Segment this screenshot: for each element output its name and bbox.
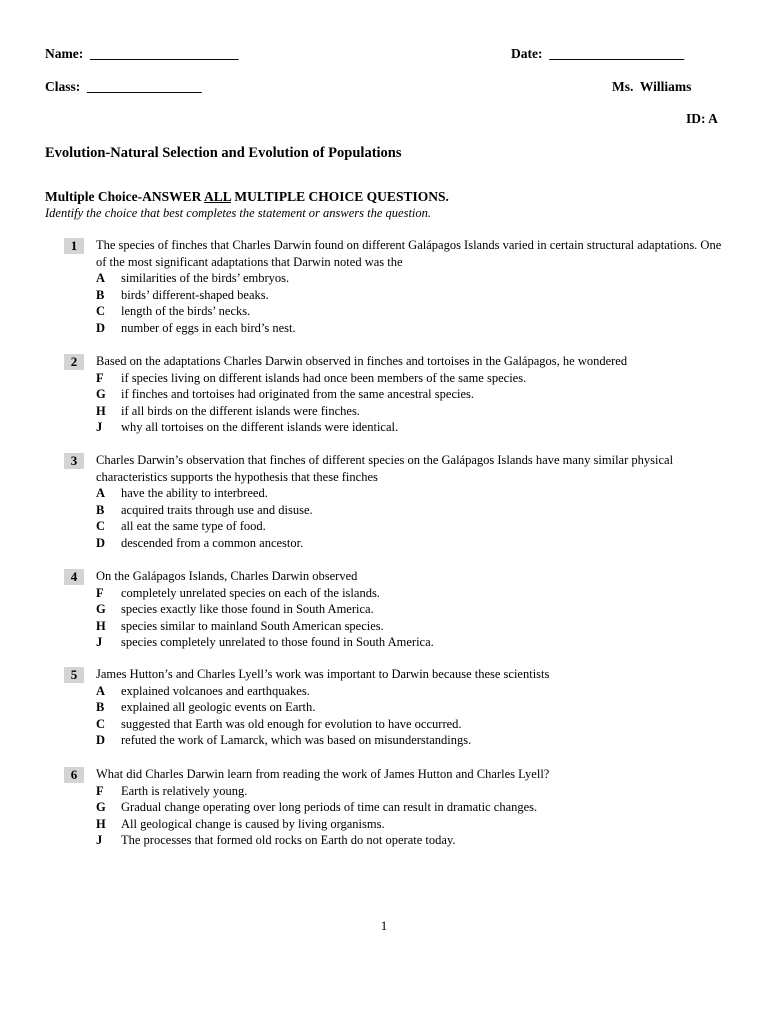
answer-choices: [96, 683, 724, 749]
question-3: [64, 452, 724, 551]
section-instructions: Identify the choice that best completes the statement or answers the question.: [45, 206, 432, 220]
answer-choice[interactable]: [96, 535, 724, 552]
answer-choice[interactable]: [96, 601, 724, 618]
answer-choice[interactable]: [96, 320, 724, 337]
question-6: [64, 766, 724, 849]
section-heading-underlined: ALL: [204, 189, 232, 204]
answer-choice[interactable]: [96, 485, 724, 502]
choice-text: if finches and tortoises had originated from the same ancestral species.: [121, 387, 475, 401]
choice-text: species similar to mainland South American species.: [121, 618, 384, 633]
answer-choices: [96, 585, 724, 651]
answer-choice[interactable]: [96, 287, 724, 304]
choice-letter: A: [96, 271, 106, 285]
answer-choice[interactable]: [96, 303, 724, 320]
class-field: [45, 79, 202, 95]
answer-choice[interactable]: [96, 370, 724, 387]
choice-text: birds’ different-shaped beaks.: [121, 287, 269, 302]
choice-text: refuted the work of Lamarck, which was based on misunderstandings.: [121, 733, 472, 747]
choice-text: length of the birds’ necks.: [121, 304, 251, 318]
answer-choice[interactable]: [96, 832, 724, 849]
class-blank: _________________: [87, 79, 202, 94]
choice-letter: F: [96, 585, 104, 600]
answer-choice[interactable]: [96, 732, 724, 749]
choice-letter: D: [96, 733, 106, 747]
section-heading-prefix: Multiple Choice-ANSWER: [45, 189, 205, 204]
choice-letter: C: [96, 519, 106, 533]
page-title: Evolution-Natural Selection and Evolution of Populations: [45, 145, 402, 161]
choice-letter: C: [96, 304, 106, 318]
section-heading-suffix: MULTIPLE CHOICE QUESTIONS.: [231, 189, 449, 204]
answer-choice[interactable]: [96, 634, 724, 651]
choice-text: similarities of the birds’ embryos.: [121, 271, 290, 285]
choice-letter: A: [96, 683, 106, 698]
question-4: [64, 568, 724, 651]
answer-choice[interactable]: [96, 502, 724, 519]
answer-choice[interactable]: [96, 699, 724, 716]
answer-choice[interactable]: [96, 403, 724, 420]
choice-letter: F: [96, 370, 104, 385]
section-heading: [45, 189, 449, 205]
test-id: ID: A: [686, 111, 718, 126]
answer-choice[interactable]: [96, 716, 724, 733]
class-label: Class:: [45, 79, 81, 94]
question-number: 1: [64, 238, 84, 254]
choice-letter: C: [96, 716, 106, 731]
question-text: On the Galápagos Islands, Charles Darwin observed: [96, 569, 358, 583]
answer-choice[interactable]: [96, 683, 724, 700]
choice-letter: G: [96, 602, 106, 616]
answer-choice[interactable]: [96, 270, 724, 287]
answer-choice[interactable]: [96, 799, 724, 816]
choice-text: descended from a common ancestor.: [121, 535, 304, 550]
question-2: [64, 353, 724, 436]
choice-text: Gradual change operating over long periods of time can result in dramatic changes.: [121, 800, 538, 814]
choice-text: acquired traits through use and disuse.: [121, 502, 313, 517]
choice-letter: J: [96, 635, 103, 649]
question-text: What did Charles Darwin learn from reading the work of James Hutton and Charles Lyell?: [96, 767, 550, 781]
date-label: Date:: [511, 46, 543, 61]
name-label: Name:: [45, 46, 84, 61]
choice-letter: F: [96, 783, 104, 798]
date-field: [511, 46, 684, 62]
choice-text: all eat the same type of food.: [121, 519, 266, 533]
question-1: [64, 237, 724, 336]
question-number: 2: [64, 354, 84, 370]
question-number: 5: [64, 667, 84, 683]
choice-text: why all tortoises on the different islands were identical.: [121, 420, 399, 434]
question-5: [64, 666, 724, 749]
question-text: The species of finches that Charles Darwin found on different Galápagos Islands varied in certain structural adaptations. One of the most significant adaptations that Darwin noted was the: [96, 238, 722, 269]
choice-letter: H: [96, 816, 106, 831]
question-number: 6: [64, 767, 84, 783]
question-text: James Hutton’s and Charles Lyell’s work was important to Darwin because these scientists: [96, 667, 550, 681]
answer-choice[interactable]: [96, 585, 724, 602]
choice-text: if species living on different islands had once been members of the same species.: [121, 370, 527, 385]
question-number: 3: [64, 453, 84, 469]
choice-letter: D: [96, 535, 106, 550]
choice-text: explained all geologic events on Earth.: [121, 700, 316, 714]
answer-choices: [96, 485, 724, 551]
answer-choice[interactable]: [96, 783, 724, 800]
choice-text: completely unrelated species on each of the islands.: [121, 585, 380, 600]
question-text: Based on the adaptations Charles Darwin observed in finches and tortoises in the Galápagos, he wondered: [96, 354, 628, 368]
choice-letter: J: [96, 833, 103, 847]
choice-text: suggested that Earth was old enough for evolution to have occurred.: [121, 716, 462, 731]
answer-choices: [96, 270, 724, 336]
choice-text: number of eggs in each bird’s nest.: [121, 320, 296, 335]
choice-text: The processes that formed old rocks on Earth do not operate today.: [121, 833, 456, 847]
choice-letter: G: [96, 387, 106, 401]
choice-letter: J: [96, 420, 103, 434]
date-blank: ____________________: [549, 46, 685, 61]
choice-text: species exactly like those found in South America.: [121, 602, 374, 616]
question-text: Charles Darwin’s observation that finches of different species on the Galápagos Islands have many similar physical characteristics supports the hypothesis that these finches: [96, 453, 674, 484]
choice-letter: H: [96, 618, 106, 633]
choice-letter: D: [96, 320, 106, 335]
choice-letter: B: [96, 287, 105, 302]
question-number: 4: [64, 569, 84, 585]
answer-choice[interactable]: [96, 618, 724, 635]
choice-letter: H: [96, 403, 106, 418]
choice-text: explained volcanoes and earthquakes.: [121, 683, 310, 698]
answer-choice[interactable]: [96, 816, 724, 833]
choice-letter: A: [96, 486, 106, 500]
answer-choices: [96, 783, 724, 849]
choice-letter: B: [96, 700, 105, 714]
choice-text: have the ability to interbreed.: [121, 486, 268, 500]
answer-choice[interactable]: [96, 518, 724, 535]
answer-choice[interactable]: [96, 419, 724, 436]
choice-text: Earth is relatively young.: [121, 783, 248, 798]
page-number: 1: [380, 918, 388, 933]
choice-letter: G: [96, 800, 106, 814]
name-field: [45, 46, 238, 62]
answer-choice[interactable]: [96, 386, 724, 403]
choice-text: All geological change is caused by living organisms.: [121, 816, 385, 831]
choice-letter: B: [96, 502, 105, 517]
choice-text: species completely unrelated to those found in South America.: [121, 635, 434, 649]
teacher-name: Ms. Williams: [612, 79, 692, 94]
answer-choices: [96, 370, 724, 436]
choice-text: if all birds on the different islands were finches.: [121, 403, 360, 418]
name-blank: ______________________: [89, 46, 239, 61]
